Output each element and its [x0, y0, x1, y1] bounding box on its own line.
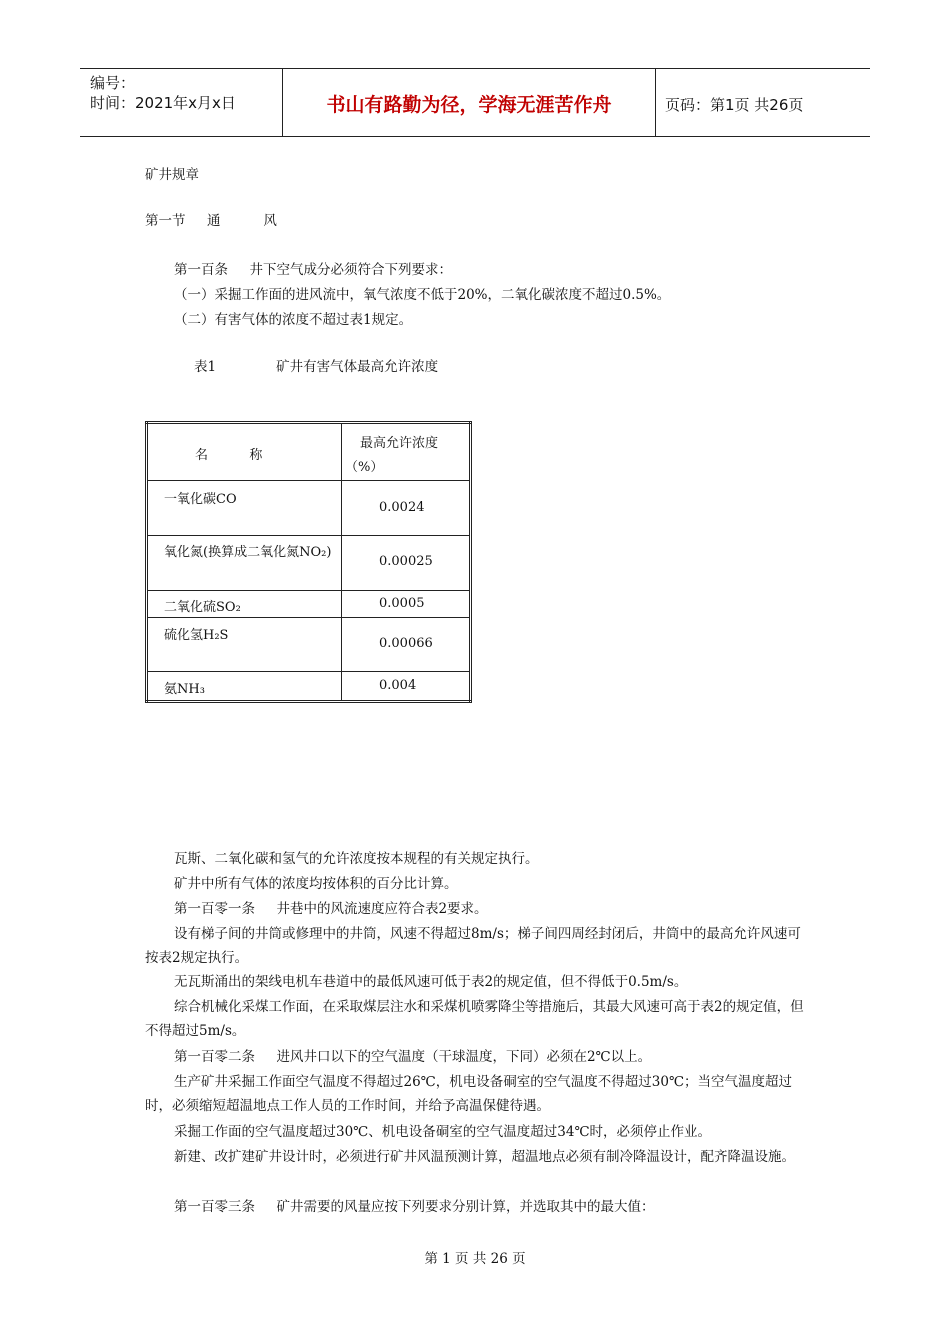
paragraph-gas-limits: 瓦斯、二氧化碳和氢气的允许浓度按本规程的有关规定执行。 [174, 851, 539, 867]
gas-value-cell [342, 618, 471, 672]
gas-value-cell [342, 591, 471, 618]
article-100: 第一百条 井下空气成分必须符合下列要求： [174, 262, 452, 278]
paragraph-max-speed: 综合机械化采煤工作面，在采取煤层注水和采煤机喷雾降尘等措施后，其最大风速可高于表2的规定值，但不得超过5m/s。 [145, 999, 804, 1039]
article-103: 第一百零三条 矿井需要的风量应按下列要求分别计算，并选取其中的最大值： [174, 1199, 655, 1215]
paragraph-min-speed: 无瓦斯涌出的架线电机车巷道中的最低风速可低于表2的规定值，但不得低于0.5m/s。 [174, 974, 688, 990]
gas-value-cell [342, 536, 471, 591]
table-row [147, 618, 471, 672]
gas-value: 0.0024 [379, 500, 425, 515]
gas-name: 二氧化硫SO₂ [164, 600, 241, 615]
gas-name: 氨NH₃ [164, 682, 205, 697]
gas-value: 0.00025 [379, 554, 433, 569]
gas-concentration-table [145, 421, 472, 703]
gas-value-cell [342, 672, 471, 702]
section-heading: 第一节 通 风 [145, 213, 277, 229]
gas-name-cell [147, 481, 342, 536]
table-header-row [147, 423, 471, 481]
paragraph-shaft-speed: 设有梯子间的井筒或修理中的井筒，风速不得超过8m/s；梯子间四周经封闭后，井筒中的最高允许风速可按表2规定执行。 [145, 926, 801, 966]
table-row [147, 536, 471, 591]
paragraph-stop-work: 采掘工作面的空气温度超过30℃、机电设备硐室的空气温度超过34℃时，必须停止作业。 [174, 1124, 712, 1140]
gas-name: 一氧化碳CO [164, 492, 237, 507]
header-top-rule [80, 68, 870, 69]
doc-title: 矿井规章 [145, 167, 199, 183]
gas-name: 硫化氢H₂S [164, 628, 229, 643]
gas-name-cell [147, 618, 342, 672]
header-page-info: 页码：第1页 共26页 [665, 96, 804, 114]
gas-value: 0.004 [379, 678, 417, 693]
gas-name: 氧化氮(换算成二氧化氮NO₂) [164, 545, 332, 560]
paragraph-temperature: 生产矿井采掘工作面空气温度不得超过26℃，机电设备硐室的空气温度不得超过30℃；当空气温度超过时，必须缩短超温地点工作人员的工作时间，并给予高温保健待遇。 [145, 1074, 793, 1114]
header-value: 最高允许浓度（%） [345, 436, 439, 475]
header-divider-left [282, 68, 283, 136]
header-divider-right [655, 68, 656, 136]
gas-name-cell [147, 591, 342, 618]
header-time: 时间：2021年x月x日 [90, 94, 236, 112]
header-value-cell [342, 423, 471, 481]
header-motto: 书山有路勤为径，学海无涯苦作舟 [326, 94, 612, 116]
footer-page-number: 第 1 页 共 26 页 [424, 1251, 526, 1267]
table-row [147, 481, 471, 536]
gas-value: 0.00066 [379, 636, 433, 651]
gas-name-cell [147, 672, 342, 702]
article-101: 第一百零一条 井巷中的风流速度应符合表2要求。 [174, 901, 488, 917]
header-number: 编号： [90, 74, 136, 92]
article-100-item-2: （二）有害气体的浓度不超过表1规定。 [174, 312, 413, 328]
paragraph-design: 新建、改扩建矿井设计时，必须进行矿井风温预测计算，超温地点必须有制冷降温设计，配齐降温设施。 [174, 1149, 795, 1165]
header-name-cell [147, 423, 342, 481]
article-100-item-1: （一）采掘工作面的进风流中，氧气浓度不低于20%，二氧化碳浓度不超过0.5%。 [174, 287, 671, 303]
article-102: 第一百零二条 进风井口以下的空气温度（干球温度，下同）必须在2℃以上。 [174, 1049, 652, 1065]
table-row [147, 672, 471, 702]
gas-value: 0.0005 [379, 596, 425, 611]
table-caption: 表1 矿井有害气体最高允许浓度 [194, 359, 439, 375]
gas-value-cell [342, 481, 471, 536]
paragraph-gas-volume: 矿井中所有气体的浓度均按体积的百分比计算。 [174, 876, 458, 892]
header-name: 名 称 [195, 448, 263, 463]
header-bottom-rule [80, 136, 870, 137]
table-row [147, 591, 471, 618]
gas-name-cell [147, 536, 342, 591]
